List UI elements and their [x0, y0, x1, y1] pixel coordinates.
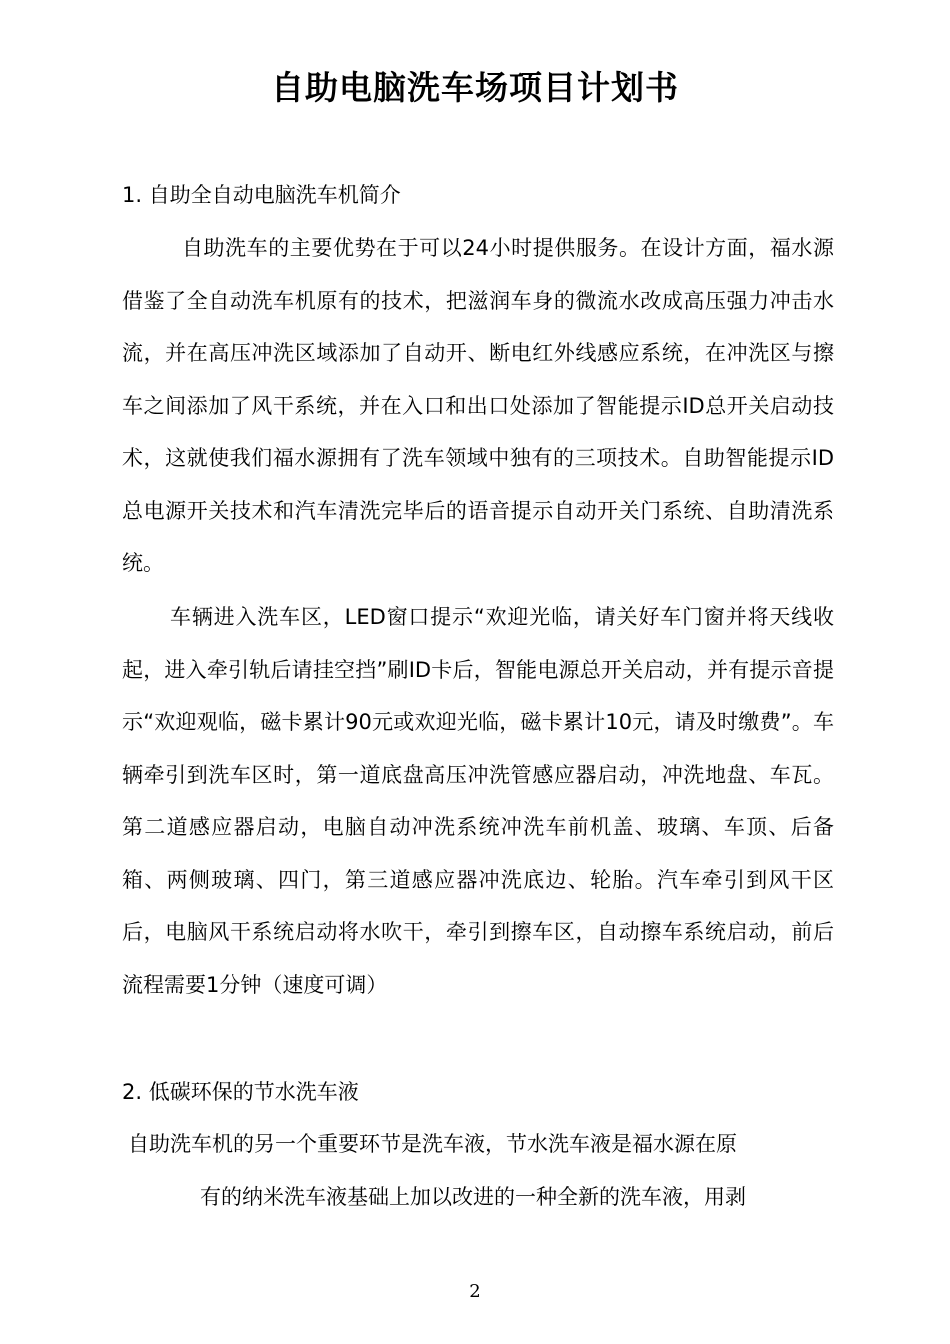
section-2-paragraph-1-line-2: 有的纳米洗车液基础上加以改进的一种全新的洗车液，用剥 [200, 1184, 746, 1209]
section-2-paragraph-1 [128, 1118, 828, 1223]
document-title: 自助电脑洗车场项目计划书 [271, 68, 679, 107]
section-2-heading: 2. 低碳环保的节水洗车液 [122, 1080, 359, 1104]
section-1-heading: 1. 自助全自动电脑洗车机简介 [122, 183, 401, 207]
section-2-paragraph-1-line-1: 自助洗车机的另一个重要环节是洗车液，节水洗车液是福水源在原 [128, 1132, 737, 1156]
section-1-paragraph-1: 自助洗车的主要优势在于可以24小时提供服务。在设计方面，福水源借鉴了全自动洗车机原有的技术，把滋润车身的微流水改成高压强力冲击水流，并在高压冲洗区域添加了自动开、断电红外线感应系统，在冲洗区与擦车之间添加了风干系统，并在入口和出口处添加了智能提示ID总开关启动技术，这就使我们福水源拥有了洗车领域中独有的三项技术。自助智能提示ID总电源开关技术和汽车清洗完毕后的语音提示自动开关门系统、自助清洗系统。 [122, 236, 834, 575]
section-1-paragraph-2: 车辆进入洗车区，LED窗口提示“欢迎光临，请关好车门窗并将天线收起，进入牵引轨后请挂空挡”刷ID卡后，智能电源总开关启动，并有提示音提示“欢迎观临，磁卡累计90元或欢迎光临，磁卡累计10元，请及时缴费”。车辆牵引到洗车区时，第一道底盘高压冲洗管感应器启动，冲洗地盘、车瓦。第二道感应器启动，电脑自动冲洗系统冲洗车前机盖、玻璃、车顶、后备箱、两侧玻璃、四门，第三道感应器冲洗底边、轮胎。汽车牵引到风干区后，电脑风干系统启动将水吹干，牵引到擦车区，自动擦车系统启动，前后流程需要1分钟（速度可调） [122, 605, 834, 997]
page-number: 2 [469, 1281, 481, 1302]
